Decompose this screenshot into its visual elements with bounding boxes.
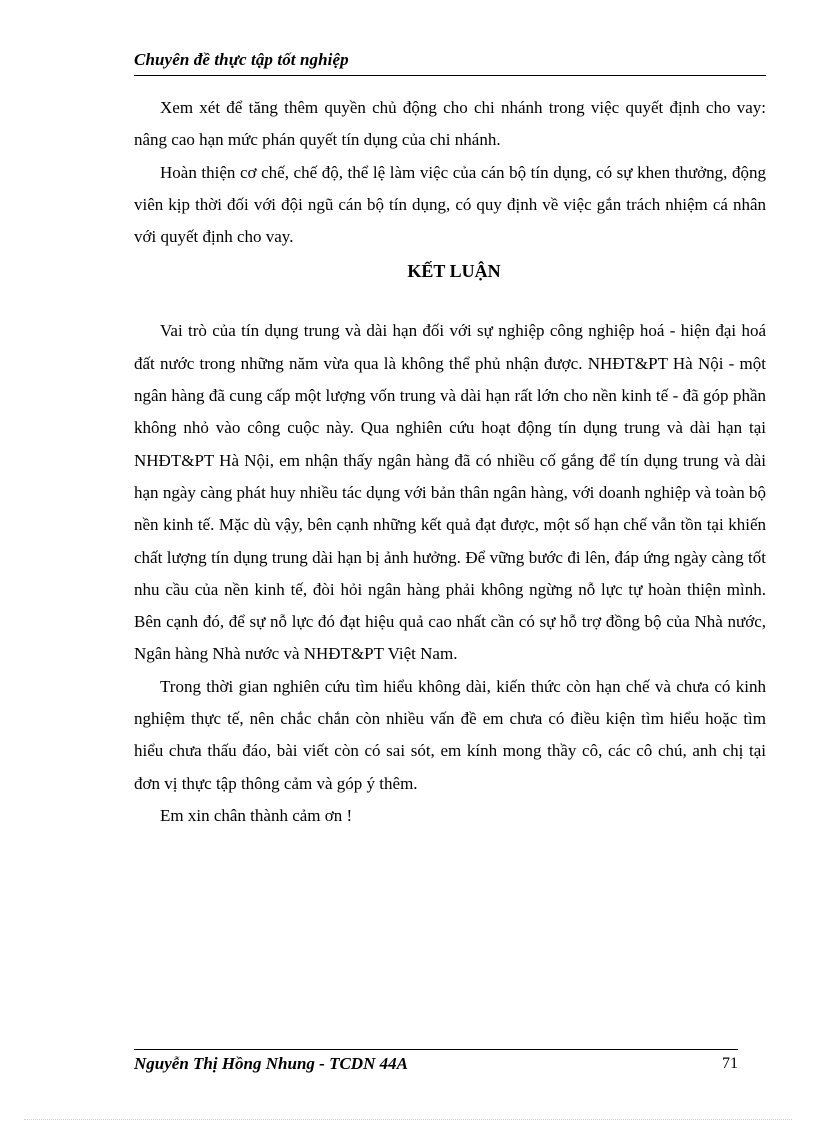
paragraph: Vai trò của tín dụng trung và dài hạn đối với sự nghiệp công nghiệp hoá - hiện đại hoá đất nước trong những năm vừa qua là không thể phủ nhận được. NHĐT&PT Hà Nội - một ngân hàng đã cung cấp một lượng vốn trung và dài hạn rất lớn cho nền kinh tế - đã góp phần không nhỏ vào công cuộc này. Qua nghiên cứu hoạt động tín dụng trung và dài hạn tại NHĐT&PT Hà Nội, em nhận thấy ngân hàng đã có nhiều cố gắng để tín dụng trung và dài hạn ngày càng phát huy nhiều tác dụng với bản thân ngân hàng, với doanh nghiệp và toàn bộ nền kinh tế. Mặc dù vậy, bên cạnh những kết quả đạt được, một số hạn chế vẫn tồn tại khiến chất lượng tín dụng trung dài hạn bị ảnh hưởng. Để vững bước đi lên, đáp ứng ngày càng tốt nhu cầu của nền kinh tế, đòi hỏi ngân hàng phải không ngừng nỗ lực tự hoàn thiện mình. Bên cạnh đó, để sự nỗ lực đó đạt hiệu quả cao nhất cần có sự hỗ trợ đồng bộ của Nhà nước, Ngân hàng Nhà nước và NHĐT&PT Việt Nam. bbox=[134, 321, 766, 664]
paragraph: Xem xét để tăng thêm quyền chủ động cho chi nhánh trong việc quyết định cho vay: nâng cao hạn mức phán quyết tín dụng của chi nhánh. bbox=[134, 98, 766, 150]
page-number: 71 bbox=[722, 1055, 738, 1072]
section-heading: KẾT LUẬN bbox=[407, 261, 501, 282]
page-body bbox=[134, 92, 766, 832]
footer-author: Nguyễn Thị Hồng Nhung - TCDN 44A bbox=[134, 1054, 408, 1073]
running-header-title: Chuyên đề thực tập tốt nghiệp bbox=[134, 50, 349, 69]
paragraph: Em xin chân thành cảm ơn ! bbox=[160, 805, 353, 825]
footer-divider bbox=[134, 1049, 738, 1050]
paragraph: Hoàn thiện cơ chế, chế độ, thể lệ làm việc của cán bộ tín dụng, có sự khen thưởng, động viên kịp thời đối với đội ngũ cán bộ tín dụng, có quy định về việc gắn trách nhiệm cá nhân với quyết định cho vay. bbox=[134, 162, 766, 247]
paragraph: Trong thời gian nghiên cứu tìm hiểu không dài, kiến thức còn hạn chế và chưa có kinh nghiệm thực tế, nên chắc chắn còn nhiều vấn đề em chưa có điều kiện tìm hiểu hoặc tìm hiểu chưa thấu đáo, bài viết còn có sai sót, em kính mong thầy cô, các cô chú, anh chị tại đơn vị thực tập thông cảm và góp ý thêm. bbox=[134, 676, 766, 793]
header-divider bbox=[134, 75, 766, 76]
page-edge-divider bbox=[24, 1119, 792, 1120]
